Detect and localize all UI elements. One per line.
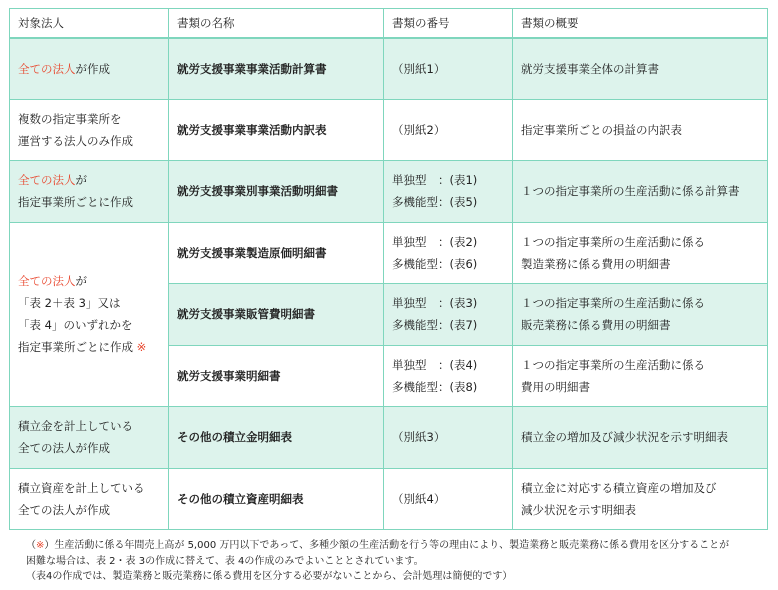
number-cell: （別紙3） [384,407,513,469]
summary-text: １つの指定事業所の生産活動に係る [521,296,705,311]
target-text: 指定事業所ごとに作成 [18,195,133,210]
target-text: 運営する法人のみ作成 [18,133,133,148]
target-cell [10,38,169,100]
number-cell: （別紙4） [384,468,513,530]
header-row [10,9,768,38]
summary-cell [513,345,768,407]
number-cell [384,161,513,223]
number-cell: （別紙2） [384,99,513,161]
summary-cell [513,222,768,284]
name-cell: 就労支援事業別事業活動明細書 [169,161,384,223]
header-target: 対象法人 [10,9,169,38]
summary-cell [513,468,768,530]
number-cell: （別紙1） [384,38,513,100]
table-row [10,407,768,469]
header-name: 書類の名称 [169,9,384,38]
documents-table [9,8,768,530]
summary-text: 減少状況を示す明細表 [521,502,636,517]
target-text: 指定事業所ごとに作成 [18,340,133,355]
summary-cell: 積立金の増加及び減少状況を示す明細表 [513,407,768,469]
target-text: 積立金を計上している [18,419,133,434]
summary-cell: １つの指定事業所の生産活動に係る計算書 [513,161,768,223]
target-text: が作成 [75,61,110,76]
target-text: 積立資産を計上している [18,480,145,495]
target-cell [10,222,169,407]
target-text: 「表 2＋表 3」又は [18,296,121,311]
summary-text: １つの指定事業所の生産活動に係る [521,357,705,372]
target-cell [10,468,169,530]
note-line: ）生産活動に係る年間売上高が 5,000 万円以下であって、多種少額の生産活動を行う等の理由により、製造業務と販売業務に係る費用を区分することが [44,540,730,551]
name-cell: その他の積立資産明細表 [169,468,384,530]
number-text: 多機能型：(表6) [392,256,478,271]
target-cell [10,407,169,469]
header-summary: 書類の概要 [513,9,768,38]
name-cell: 就労支援事業販管費明細書 [169,284,384,346]
summary-text: １つの指定事業所の生産活動に係る [521,234,705,249]
name-cell: その他の積立金明細表 [169,407,384,469]
summary-cell: 就労支援事業全体の計算書 [513,38,768,100]
target-highlight: 全ての法人 [18,274,76,289]
target-cell [10,161,169,223]
number-cell [384,284,513,346]
table-row [10,222,768,284]
table-row [10,161,768,223]
summary-text: 販売業務に係る費用の明細書 [521,318,671,333]
note-mark: ※ [136,340,147,355]
footnote [26,538,729,585]
target-text: 「表 4」のいずれかを [18,318,133,333]
table-row [10,38,768,100]
summary-text: 積立金に対応する積立資産の増加及び [521,480,717,495]
number-cell [384,345,513,407]
target-text: 複数の指定事業所を [18,111,122,126]
table-row [10,468,768,530]
note-mark: ※ [36,540,45,551]
note-line: （表4の作成では、製造業務と販売業務に係る費用を区分する必要がないことから、会計処理は簡便的です） [26,571,513,582]
note-line: 困難な場合は、表 2・表 3の作成に替えて、表 4の作成のみでよいこととされています。 [26,555,424,567]
number-text: 多機能型：(表5) [392,195,478,210]
target-text: 全ての法人が作成 [18,441,110,456]
number-cell [384,222,513,284]
number-text: 単独型 ：(表1) [392,173,478,188]
summary-text: 費用の明細書 [521,379,590,394]
target-highlight: 全ての法人 [18,173,76,188]
summary-cell: 指定事業所ごとの損益の内訳表 [513,99,768,161]
number-text: 単独型 ：(表4) [392,357,478,372]
target-cell [10,99,169,161]
number-text: 単独型 ：(表3) [392,296,478,311]
target-text: が [75,173,87,188]
name-cell: 就労支援事業製造原価明細書 [169,222,384,284]
target-text: 全ての法人が作成 [18,502,110,517]
summary-text: 製造業務に係る費用の明細書 [521,256,671,271]
header-number: 書類の番号 [384,9,513,38]
number-text: 単独型 ：(表2) [392,234,478,249]
note-paren: （ [26,540,36,551]
name-cell: 就労支援事業事業活動内訳表 [169,99,384,161]
name-cell: 就労支援事業明細書 [169,345,384,407]
number-text: 多機能型：(表7) [392,318,478,333]
target-highlight: 全ての法人 [18,61,76,76]
name-cell: 就労支援事業事業活動計算書 [169,38,384,100]
target-text: が [75,274,87,289]
table-row [10,99,768,161]
number-text: 多機能型：(表8) [392,379,478,394]
summary-cell [513,284,768,346]
